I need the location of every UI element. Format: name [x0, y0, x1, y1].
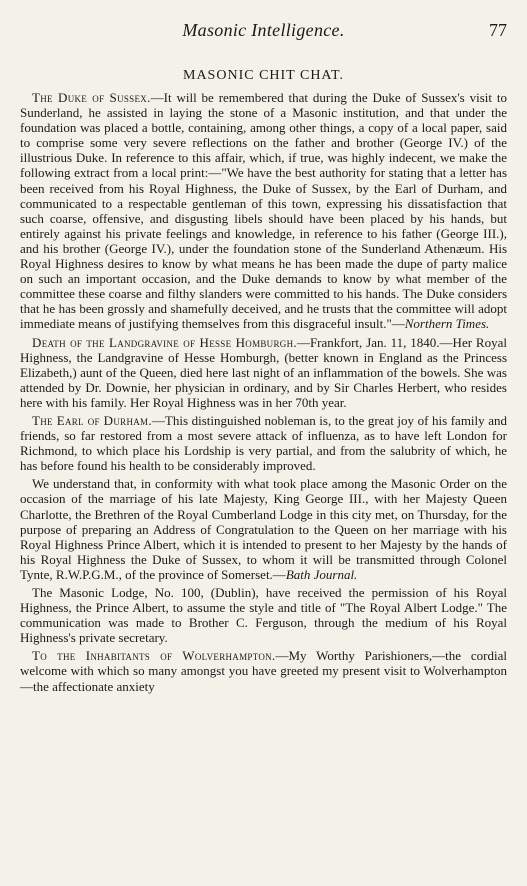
paragraph-earl-of-durham — [20, 413, 507, 473]
article-body — [20, 90, 507, 694]
paragraph-lead: The Duke of Sussex. — [32, 90, 151, 105]
paragraph-text: The Masonic Lodge, No. 100, (Dublin), have received the permission of his Royal Highness, the Prince Albert, to assume the style and title of "The Royal Albert Lodge." The communication was made to Brother C. Ferguson, through the medium of his Royal Highness's private secretary. — [20, 585, 507, 646]
paragraph-text: —This distinguished nobleman is, to the great joy of his family and friends, so far restored from a most severe attack of influenza, as to have left London for Richmond, to which place his Lordship is very partial, and from the salubrity of which, he has before found his health to be considerably improved. — [20, 412, 507, 474]
paragraph-lead: The Earl of Durham. — [32, 412, 152, 428]
paragraph-royal-albert-lodge — [20, 585, 507, 645]
paragraph-source: Bath Journal. — [285, 566, 358, 582]
page-number: 77 — [489, 20, 507, 40]
paragraph-text: —It will be remembered that during the Duke of Sussex's visit to Sunderland, he assisted in laying the stone of a Masonic institution, and that under the foundation was placed a bottle, containing, among other things, a copy of a local paper, said to comprise some very severe reflections on the father and brother (George IV.) of the illustrious Duke. In reference to this affair, which, if true, was highly indecent, we make the following extract from a local print:—"We have the best authority for stating that a letter has been received from his Royal Highness, the Duke of Sussex, by the Earl of Durham, and communicated to a respectable gentleman of this town, expressing his dissatisfaction that such coarse, offensive, and disgusting libels should have been placed by his hands, but entirely against his private feelings and knowledge, in reference to his father (George III.), and his brother (George IV.), under the foundation stone of the Sunderland Athenæum. His Royal Highness desires to know by what means he has been made the dupe of party malice on such an important occasion, and the Duke demands to know by what member of the committee these coarse and filthy slanders were committed to his hands. The Duke considers that he has been grossly and shamefully deceived, and he trusts that the committee will adopt immediate means of justifying themselves from this disgraceful insult."— — [20, 90, 507, 332]
paragraph-duke-of-sussex — [20, 90, 507, 332]
paragraph-source: Northern Times. — [404, 316, 490, 332]
paragraph-wolverhampton — [20, 648, 507, 693]
paragraph-text: —My Worthy Parishioners,—the cordial welcome with which so many amongst you have greeted my present visit to Wolverhampton—the affectionate anxiety — [20, 648, 507, 694]
paragraph-royal-cumberland-lodge — [20, 476, 507, 582]
running-head — [20, 20, 507, 42]
paragraph-text: —Frankfort, Jan. 11, 1840.—Her Royal Highness, the Landgravine of Hesse Homburgh, (better known in England as the Princess Elizabeth,) aunt of the Queen, died here last night of an inflammation of the bowels. She was attended by Dr. Downie, her physician in ordinary, and by Sir Charles Herbert, who resides here with his family. Her Royal Highness was in her 70th year. — [20, 334, 507, 410]
paragraph-landgravine — [20, 335, 507, 410]
paragraph-text: We understand that, in conformity with what took place among the Masonic Order on the occasion of the marriage of his late Majesty, King George III., with her Majesty Queen Charlotte, the Brethren of the Royal Cumberland Lodge in this city met, on Thursday, for the purpose of preparing an Address of Congratulation to the Queen on her marriage with his Royal Highness Prince Albert, which it is intended to present to her Majesty by the hands of his Royal Highness the Duke of Sussex, to whom it will be transmitted through Colonel Tynte, R.W.P.G.M., of the province of Somerset.— — [20, 476, 507, 582]
paragraph-lead: Death of the Landgravine of Hesse Homburgh. — [32, 334, 297, 350]
running-title: Masonic Intelligence. — [182, 20, 345, 40]
paragraph-lead: To the Inhabitants of Wolverhampton. — [32, 648, 276, 664]
section-title: MASONIC CHIT CHAT. — [183, 68, 344, 83]
